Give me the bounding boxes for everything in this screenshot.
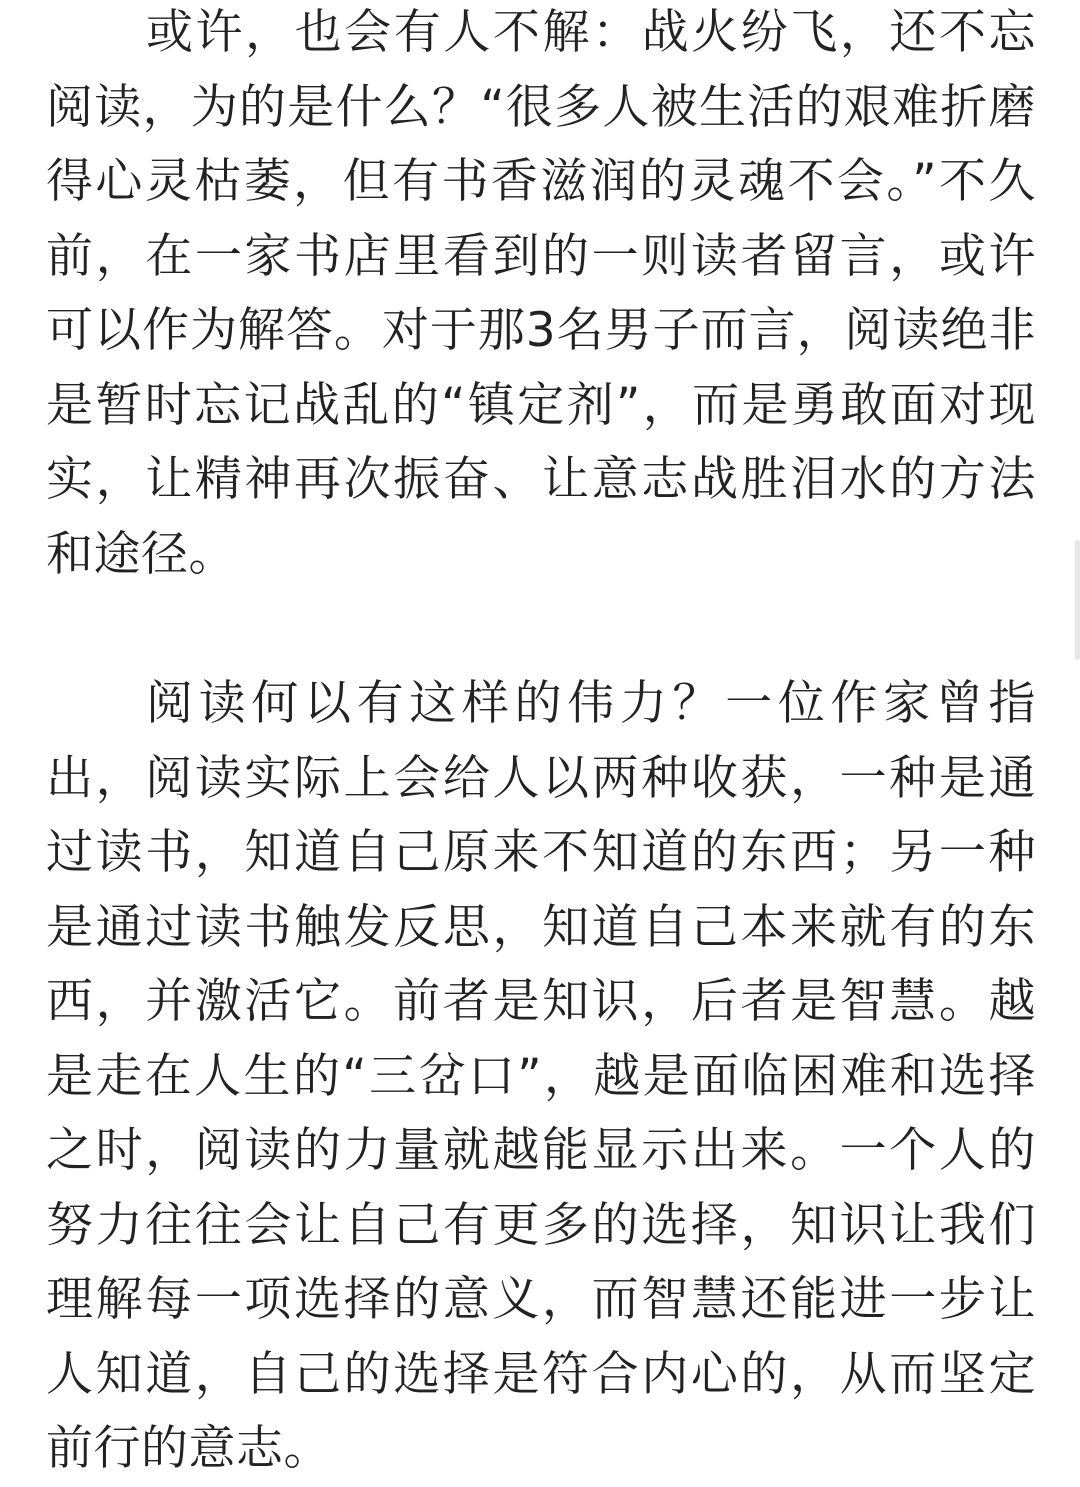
text-line: 前行的意志。 xyxy=(46,1421,331,1476)
text-line: 之时，阅读的力量就越能显示出来。一个人的 xyxy=(46,1123,1036,1178)
text-line: 理解每一项选择的意义，而智慧还能进一步让 xyxy=(46,1272,1036,1327)
text-line: 得心灵枯萎，但有书香滋润的灵魂不会。”不久 xyxy=(46,154,1036,209)
text-line: 西，并激活它。前者是知识，后者是智慧。越 xyxy=(46,974,1036,1029)
text-line: 或许，也会有人不解：战火纷飞，还不忘 xyxy=(146,5,1036,60)
text-line: 实，让精神再次振奋、让意志战胜泪水的方法 xyxy=(46,452,1036,507)
text-line: 人知道，自己的选择是符合内心的，从而坚定 xyxy=(46,1346,1036,1402)
text-line: 可以作为解答。对于那3名男子而言，阅读绝非 xyxy=(46,303,1036,358)
text-line: 努力往往会让自己有更多的选择，知识让我们 xyxy=(46,1197,1036,1253)
text-line: 是走在人生的“三岔口”，越是面临困难和选择 xyxy=(46,1048,1036,1104)
text-line: 出，阅读实际上会给人以两种收获，一种是通 xyxy=(46,750,1036,806)
text-line: 是暂时忘记战乱的“镇定剂”，而是勇敢面对现 xyxy=(46,377,1036,433)
paragraph-2 xyxy=(46,667,1036,1487)
text-line: 阅读何以有这样的伟力？一位作家曾指 xyxy=(146,676,1036,731)
scrollbar[interactable] xyxy=(1075,540,1080,660)
text-line: 过读书，知道自己原来不知道的东西；另一种 xyxy=(46,825,1036,880)
text-line: 阅读，为的是什么？“很多人被生活的艰难折磨 xyxy=(46,79,1036,135)
text-line: 和途径。 xyxy=(46,526,236,582)
text-line: 前，在一家书店里看到的一则读者留言，或许 xyxy=(46,228,1036,284)
paragraph-1 xyxy=(46,0,1036,592)
text-line: 是通过读书触发反思，知道自己本来就有的东 xyxy=(46,899,1036,955)
